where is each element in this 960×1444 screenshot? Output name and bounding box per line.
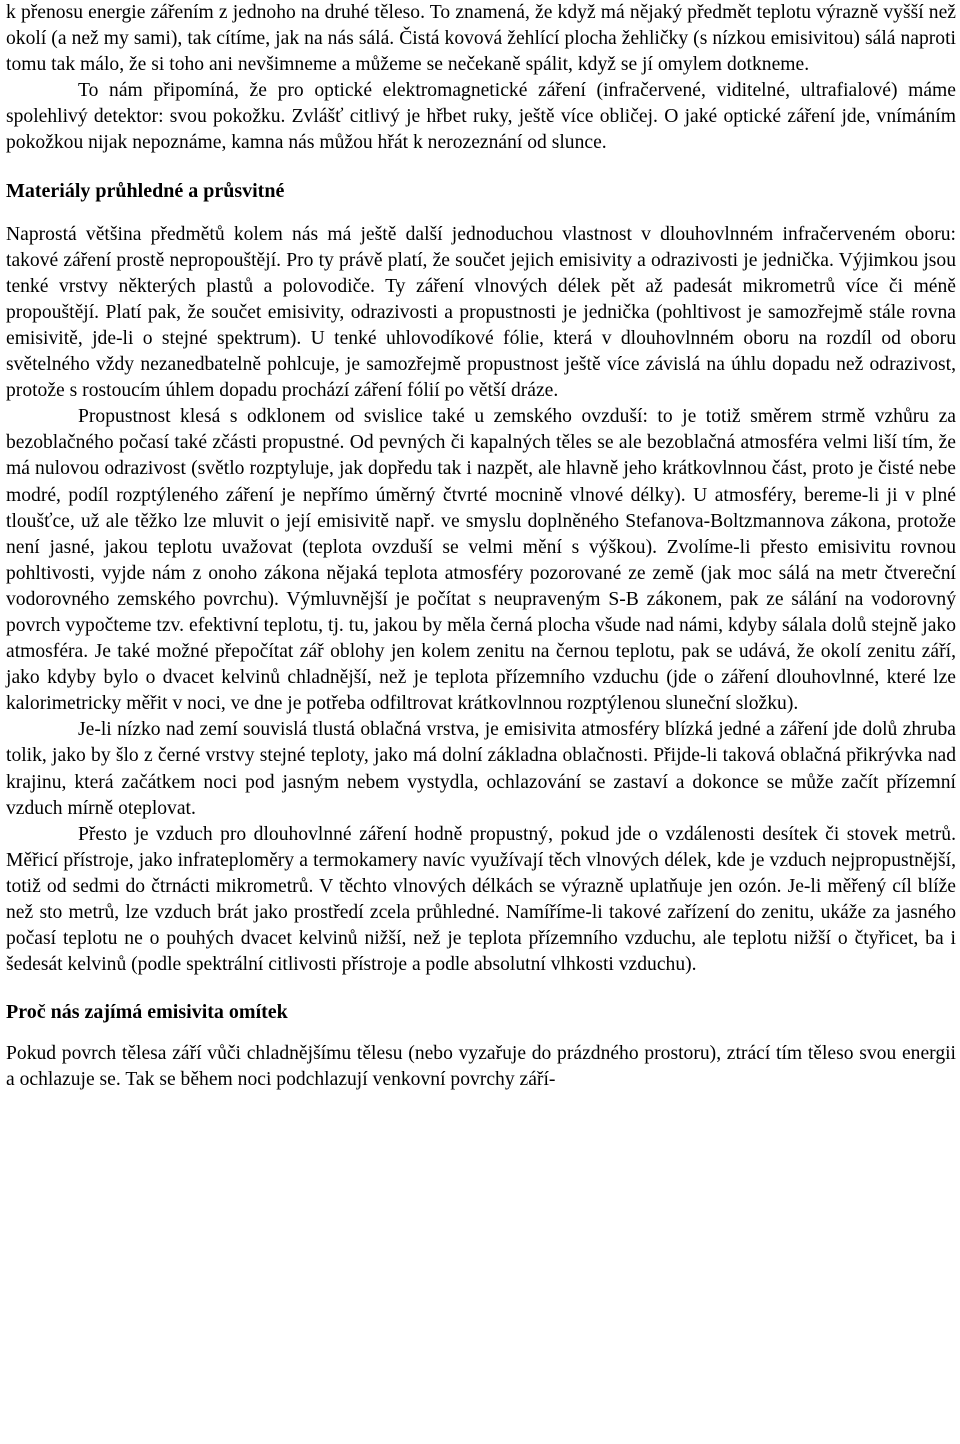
paragraph-emissivity-1: Pokud povrch tělesa září vůči chladnějšímu tělesu (nebo vyzařuje do prázdného prostoru), ztrácí tím těleso svou energii a ochlazuje se. Tak se během noci podchlazují venkovní povrchy září-	[6, 1043, 956, 1091]
section-heading-emissivity: Proč nás zajímá emisivita omítek	[6, 1001, 288, 1024]
document-page	[6, 0, 956, 1093]
paragraph-intro-2: To nám připomíná, že pro optické elektromagnetické záření (infračervené, viditelné, ultrafialové) máme spolehlivý detektor: svou pokožku. Zvlášť citlivý je hřbet ruky, ještě více obličej. O jaké optické záření jde, vnímáním pokožkou nijak nepoznáme, kamna nás můžou hřát k nerozeznání od slunce.	[6, 80, 956, 154]
paragraph-materials-2: Propustnost klesá s odklonem od svislice také u zemského ovzduší: to je totiž směrem strmě vzhůru za bezoblačného počasí také zčásti propustné. Od pevných či kapalných těles se ale bezoblačná atmosféra velmi liší tím, že má nulovou odrazivost (světlo rozptyluje, jak dopředu tak i nazpět, ale hlavně jeho krátkovlnnou část, proto je čisté nebe modré, podíl rozptýleného záření je nepřímo úměrný čtvrté mocnině vlnové délky). U atmosféry, bereme-li ji v plné tloušťce, už ale těžko lze mluvit o její emisivitě např. ve smyslu doplněného Stefanova-Boltzmannova zákona, protože není jasné, jakou teplotu uvažovat (teplota ovzduší se velmi mění s výškou). Zvolíme-li přesto emisivitu rovnou pohltivosti, vyjde nám z onoho zákona nějaká teplota atmosféry pozorované ze země (jak moc sálá na metr čtvereční vodorovného zemského povrchu). Výmluvnější je počítat s neupraveným S-B zákonem, pak ze sálání na vodorovný povrch vypočteme tzv. efektivní teplotu, tj. tu, jakou by měla černá plocha všude nad námi, kdyby sálala dolů stejně jako atmosféra. Je také možné přepočítat zář oblohy jen kolem zenitu na černou teplotu, pak se udává, že okolí zenitu září, jako kdyby bylo o dvacet kelvinů chladnější, než je teplota přízemního vzduchu (jde o záření dlouhovlnné, které lze kalorimetricky měřit v noci, ve dne je potřeba odfiltrovat krátkovlnnou rozptýlenou sluneční složku).	[6, 406, 956, 715]
paragraph-materials-3: Je-li nízko nad zemí souvislá tlustá oblačná vrstva, je emisivita atmosféry blízká jedné a záření jde dolů zhruba tolik, jako by šlo z černé vrstvy stejné teploty, jako má dolní základna oblačnosti. Přijde-li taková oblačná přikrývka nad krajinu, která začátkem noci pod jasným nebem vystydla, ochlazování se zastaví a dokonce se může začít přízemní vzduch mírně oteplovat.	[6, 719, 956, 819]
section-heading-materials: Materiály průhledné a průsvitné	[6, 179, 285, 202]
paragraph-materials-4: Přesto je vzduch pro dlouhovlnné záření hodně propustný, pokud jde o vzdálenosti desítek či stovek metrů. Měřicí přístroje, jako infrateploměry a termokamery navíc využívají těch vlnových délek, kde je vzduch nejpropustnější, totiž od sedmi do čtrnácti mikrometrů. V těchto vlnových délkách se výrazně uplatňuje jen ozón. Je-li měřený cíl blíže než sto metrů, lze vzduch brát jako prostředí zcela průhledné. Namíříme-li takové zařízení do zenitu, ukáže za jasného počasí teplotu ne o pouhých dvacet kelvinů nižší, než je teplota přízemního vzduchu, ale teplotu nižší o čtyřicet, ba i šedesát kelvinů (podle spektrální citlivosti přístroje a podle absolutní vlhkosti vzduchu).	[6, 823, 956, 976]
paragraph-materials-1: Naprostá většina předmětů kolem nás má ještě další jednoduchou vlastnost v dlouhovlnném infračerveném oboru: takové záření prostě nepropouštějí. Pro ty právě platí, že součet jejich emisivity a odrazivosti je jednička. Výjimkou jsou tenké vrstvy některých plastů a polovodiče. Ty záření vlnových délek pět až padesát mikrometrů více či méně propouštějí. Platí pak, že součet emisivity, odrazivosti a propustnosti je jednička (pohltivost je samozřejmě stále rovna emisivitě, jde-li o stejné spektrum). U tenké uhlovodíkové fólie, která v dlouhovlnném oboru na rozdíl od oboru světelného vždy nezanedbatelně pohlcuje, je samozřejmě propustnost ještě více závislá na úhlu dopadu než odrazivost, protože s rostoucím úhlem dopadu prochází záření fólií po větší dráze.	[6, 223, 956, 402]
paragraph-intro-1: k přenosu energie zářením z jednoho na druhé těleso. To znamená, že když má nějaký předmět teplotu výrazně vyšší než okolí (a než my sami), tak cítíme, jak na nás sálá. Čistá kovová žehlící plocha žehličky (s nízkou emisivitou) sálá naproti tomu tak málo, že si toho ani nevšimneme a můžeme se nečekaně spálit, když se jí omylem dotkneme.	[6, 2, 956, 76]
